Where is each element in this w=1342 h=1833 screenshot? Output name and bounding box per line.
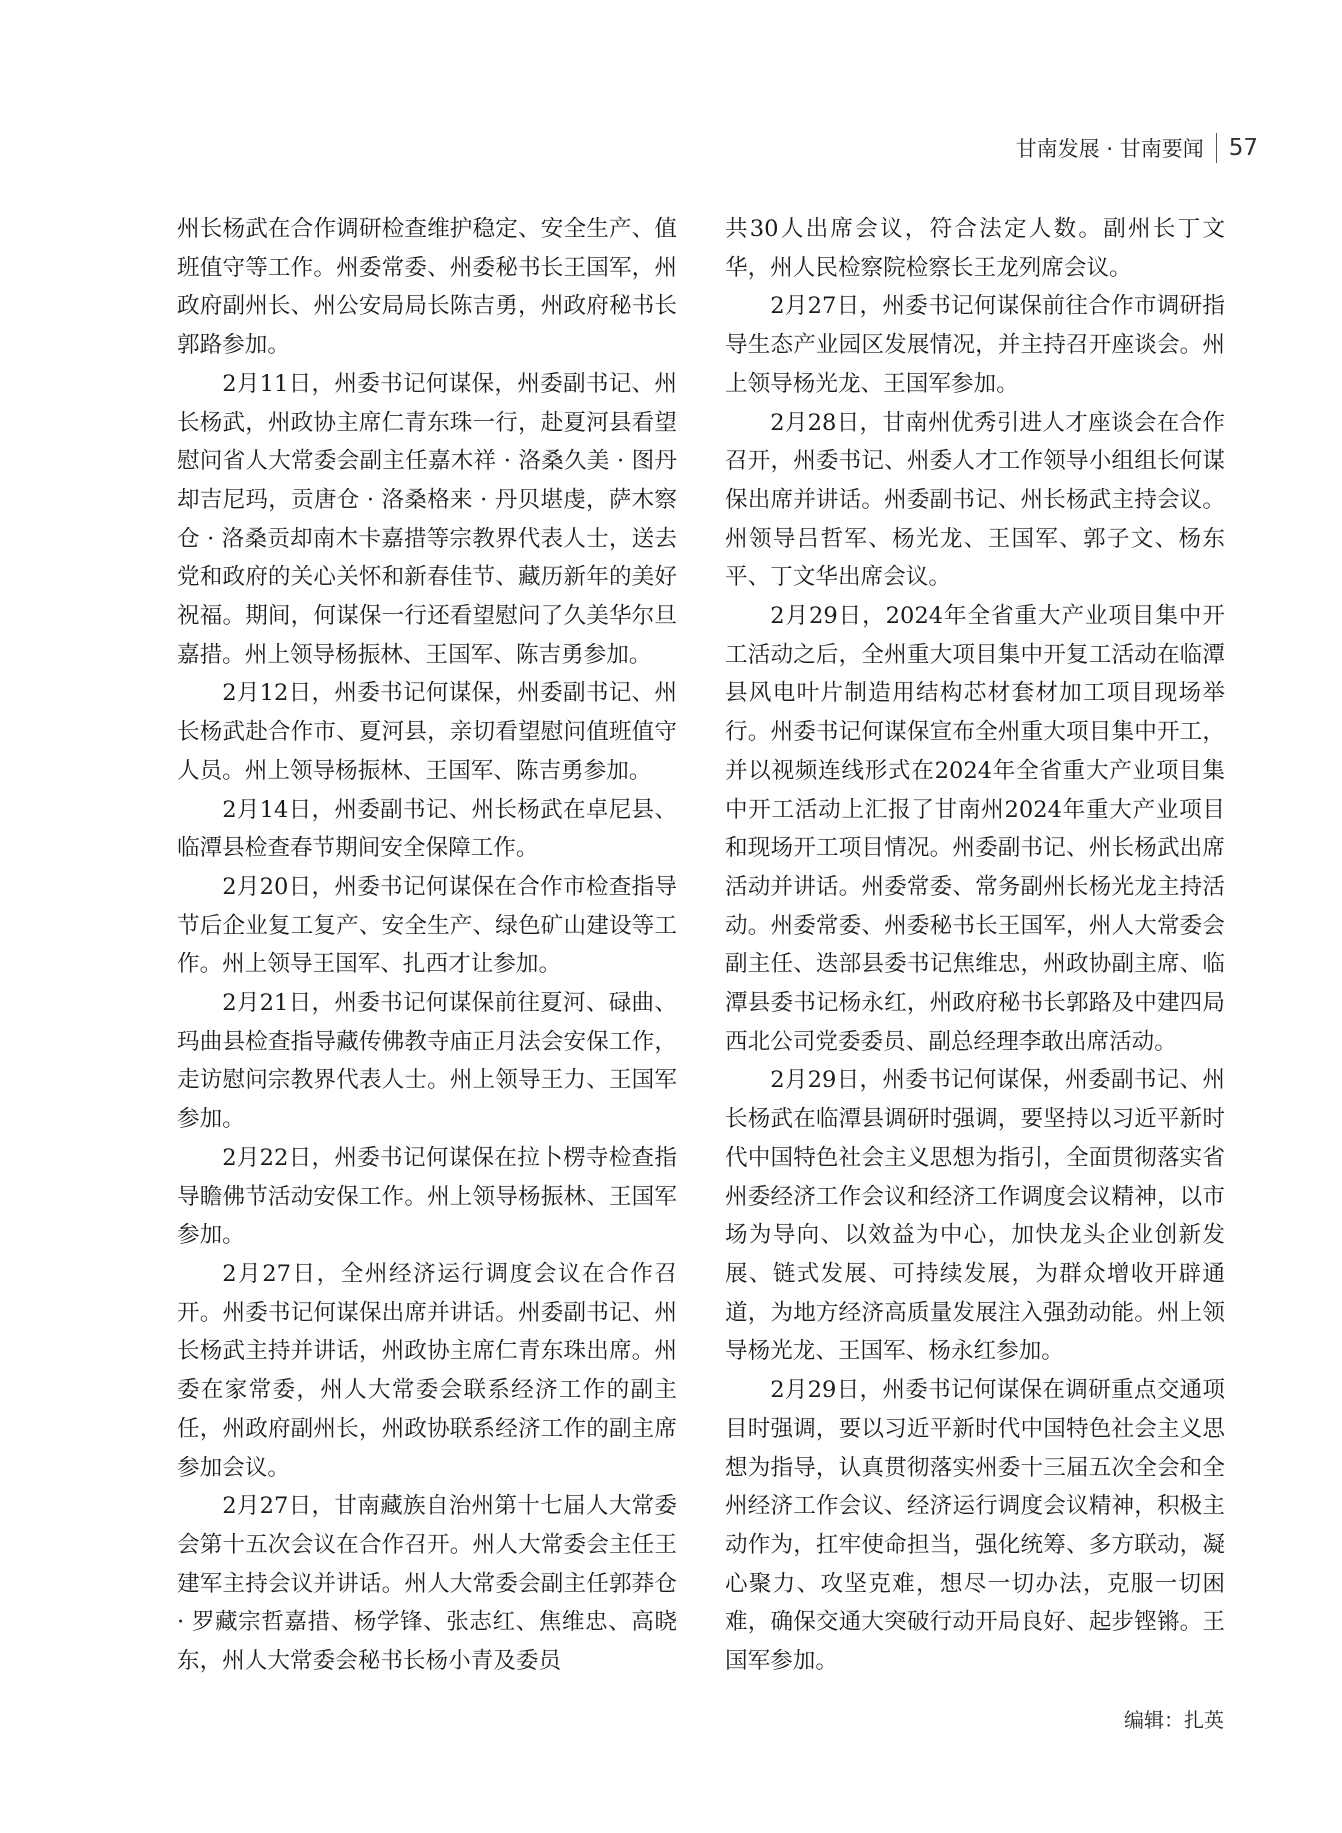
paragraph: 州长杨武在合作调研检查维护稳定、安全生产、值班值守等工作。州委常委、州委秘书长王国军，州政府副州长、州公安局局长陈吉勇，州政府秘书长郭路参加。 bbox=[177, 216, 677, 359]
paragraph: 2月12日，州委书记何谋保，州委副书记、州长杨武赴合作市、夏河县，亲切看望慰问值班值守人员。州上领导杨振林、王国军、陈吉勇参加。 bbox=[177, 680, 677, 784]
page-number: 57 bbox=[1228, 135, 1258, 161]
header-divider bbox=[1216, 133, 1217, 163]
paragraph: 2月28日，甘南州优秀引进人才座谈会在合作召开，州委书记、州委人才工作领导小组组长何谋保出席并讲话。州委副书记、州长杨武主持会议。州领导吕哲军、杨光龙、王国军、郭子文、杨东平、丁文华出席会议。 bbox=[725, 409, 1225, 591]
editor-credit: 编辑：扎英 bbox=[1124, 1708, 1224, 1732]
paragraph: 2月27日，全州经济运行调度会议在合作召开。州委书记何谋保出席并讲话。州委副书记、州长杨武主持并讲话，州政协主席仁青东珠出席。州委在家常委，州人大常委会联系经济工作的副主任，州政府副州长，州政协联系经济工作的副主席参加会议。 bbox=[177, 1260, 677, 1481]
paragraph: 2月22日，州委书记何谋保在拉卜楞寺检查指导瞻佛节活动安保工作。州上领导杨振林、王国军参加。 bbox=[177, 1144, 677, 1249]
paragraph: 2月29日，2024年全省重大产业项目集中开工活动之后，全州重大项目集中开复工活动在临潭县风电叶片制造用结构芯材套材加工项目现场举行。州委书记何谋保宣布全州重大项目集中开工，并以视频连线形式在2024年全省重大产业项目集中开工活动上汇报了甘南州2024年重大产业项目和现场开工项目情况。州委副书记、州长杨武出席活动并讲话。州委常委、常务副州长杨光龙主持活动。州委常委、州委秘书长王国军，州人大常委会副主任、迭部县委书记焦维忠，州政协副主席、临潭县委书记杨永红，州政府秘书长郭路及中建四局西北公司党委委员、副总经理李敢出席活动。 bbox=[725, 603, 1225, 1055]
paragraph: 2月20日，州委书记何谋保在合作市检查指导节后企业复工复产、安全生产、绿色矿山建设等工作。州上领导王国军、扎西才让参加。 bbox=[177, 873, 677, 978]
left-column bbox=[177, 210, 677, 1681]
paragraph: 2月29日，州委书记何谋保，州委副书记、州长杨武在临潭县调研时强调，要坚持以习近平新时代中国特色社会主义思想为指引，全面贯彻落实省州委经济工作会议和经济工作调度会议精神，以市场为导向、以效益为中心，加快龙头企业创新发展、链式发展、可持续发展，为群众增收开辟通道，为地方经济高质量发展注入强劲动能。州上领导杨光龙、王国军、杨永红参加。 bbox=[725, 1067, 1225, 1365]
paragraph: 2月14日，州委副书记、州长杨武在卓尼县、临潭县检查春节期间安全保障工作。 bbox=[177, 796, 677, 862]
page-header bbox=[1016, 128, 1258, 168]
section-title: 甘南发展 · 甘南要闻 bbox=[1015, 137, 1204, 161]
paragraph: 2月29日，州委书记何谋保在调研重点交通项目时强调，要以习近平新时代中国特色社会主义思想为指导，认真贯彻落实州委十三届五次全会和全州经济工作会议、经济运行调度会议精神，积极主动作为，扛牢使命担当，强化统筹、多方联动，凝心聚力、攻坚克难，想尽一切办法，克服一切困难，确保交通大突破行动开局良好、起步铿锵。王国军参加。 bbox=[725, 1377, 1225, 1675]
paragraph: 共30人出席会议，符合法定人数。副州长丁文华，州人民检察院检察长王龙列席会议。 bbox=[725, 216, 1225, 281]
right-column bbox=[725, 210, 1225, 1681]
paragraph: 2月27日，州委书记何谋保前往合作市调研指导生态产业园区发展情况，并主持召开座谈会。州上领导杨光龙、王国军参加。 bbox=[725, 293, 1225, 397]
paragraph: 2月21日，州委书记何谋保前往夏河、碌曲、玛曲县检查指导藏传佛教寺庙正月法会安保工作，走访慰问宗教界代表人士。州上领导王力、王国军参加。 bbox=[177, 990, 677, 1133]
paragraph: 2月27日，甘南藏族自治州第十七届人大常委会第十五次会议在合作召开。州人大常委会主任王建军主持会议并讲话。州人大常委会副主任郭莽仓 · 罗藏宗哲嘉措、杨学锋、张志红、焦维忠、高晓东，州人大常委会秘书长杨小青及委员 bbox=[177, 1493, 677, 1675]
paragraph: 2月11日，州委书记何谋保，州委副书记、州长杨武，州政协主席仁青东珠一行，赴夏河县看望慰问省人大常委会副主任嘉木祥 · 洛桑久美 · 图丹却吉尼玛，贡唐仓 · 洛桑格来 · 丹贝堪虔，萨木察仓 · 洛桑贡却南木卡嘉措等宗教界代表人士，送去党和政府的关心关怀和新春佳节、藏历新年的美好祝福。期间，何谋保一行还看望慰问了久美华尔旦嘉措。州上领导杨振林、王国军、陈吉勇参加。 bbox=[177, 370, 677, 668]
